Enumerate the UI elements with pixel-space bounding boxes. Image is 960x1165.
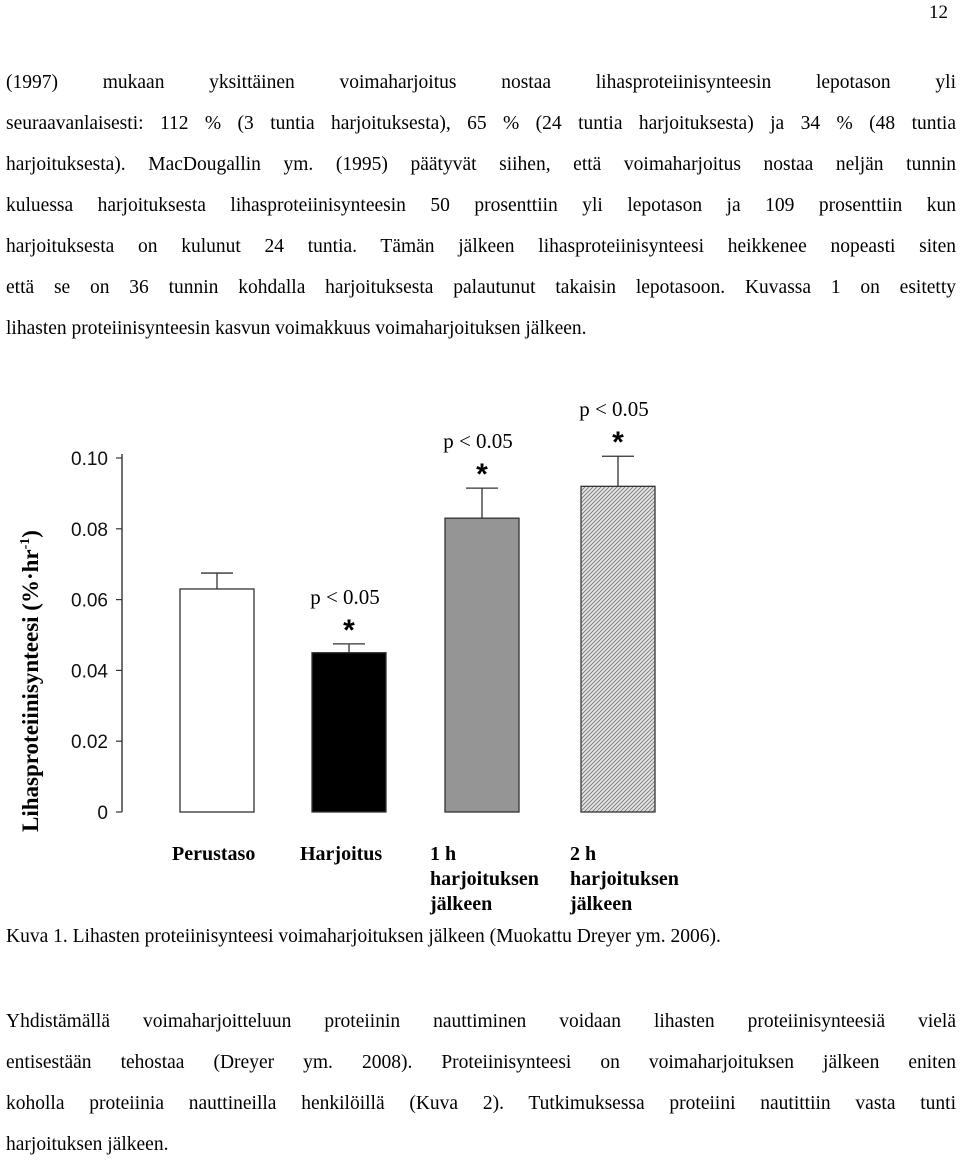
- paragraph-1: [6, 62, 956, 349]
- paragraph-2-line: harjoituksen jälkeen.: [6, 1134, 169, 1155]
- paragraph-1-line: harjoituksesta). MacDougallin ym. (1995) päätyvät siihen, että voimaharjoitus nostaa neljän tunnin: [6, 154, 956, 175]
- category-label: Perustaso: [172, 843, 256, 865]
- y-tick-label: 0.02: [71, 732, 108, 754]
- bar-3: [445, 518, 519, 812]
- y-tick-label: 0.06: [71, 590, 108, 612]
- y-axis-label-superscript: -1: [18, 537, 33, 550]
- paragraph-1-line: kuluessa harjoituksesta lihasproteiinisynteesin 50 prosenttiin yli lepotason ja 109 prosenttiin kun: [6, 195, 956, 216]
- paragraph-1-line: harjoituksesta on kulunut 24 tuntia. Tämän jälkeen lihasproteiinisynteesi heikkenee nopeasti siten: [6, 236, 956, 257]
- paragraph-2-line: koholla proteiinia nauttineilla henkilöillä (Kuva 2). Tutkimuksessa proteiini nautittiin vasta tunti: [6, 1093, 956, 1114]
- category-label: harjoituksen: [430, 868, 539, 890]
- paragraph-2: [6, 1001, 956, 1165]
- significance-label: p < 0.05: [579, 397, 649, 422]
- figure-1: [0, 392, 960, 922]
- bar-2: [312, 653, 386, 812]
- category-label: jälkeen: [430, 893, 493, 915]
- y-axis-label-end: ): [18, 530, 43, 538]
- figure-caption: Kuva 1. Lihasten proteiinisynteesi voimaharjoituksen jälkeen (Muokattu Dreyer ym. 2006).: [6, 926, 721, 947]
- significance-label: p < 0.05: [310, 584, 380, 609]
- y-tick-label: 0.04: [71, 661, 108, 683]
- y-tick-label: 0.10: [71, 449, 108, 470]
- category-label: 2 h: [570, 843, 597, 865]
- paragraph-1-line: (1997) mukaan yksittäinen voimaharjoitus nostaa lihasproteiinisynteesin lepotason yli: [6, 72, 956, 93]
- category-label: jälkeen: [570, 893, 633, 915]
- y-axis-label: [18, 530, 43, 832]
- significance-label: p < 0.05: [443, 429, 513, 454]
- paragraph-1-line: että se on 36 tunnin kohdalla harjoituksesta palautunut takaisin lepotasoon. Kuvassa 1 on esitetty: [6, 277, 956, 298]
- significance-star: *: [612, 426, 624, 460]
- page-number: 12: [929, 2, 948, 23]
- category-label: 1 h: [430, 843, 457, 865]
- paragraph-2-line: Yhdistämällä voimaharjoitteluun proteiinin nauttiminen voidaan lihasten proteiinisynteesiä vielä: [6, 1011, 956, 1032]
- significance-star: *: [476, 458, 488, 492]
- category-label: harjoituksen: [570, 868, 679, 890]
- bar-4: [581, 486, 655, 812]
- bar-chart: [0, 392, 960, 922]
- significance-star: *: [343, 613, 355, 647]
- bar-1: [180, 589, 254, 812]
- y-axis-label-main: Lihasproteiinisynteesi (%·hr: [18, 549, 43, 832]
- paragraph-1-line: lihasten proteiinisynteesin kasvun voimakkuus voimaharjoituksen jälkeen.: [6, 318, 587, 339]
- y-tick-label: 0: [97, 803, 108, 824]
- y-tick-label: 0.08: [71, 519, 108, 541]
- paragraph-1-line: seuraavanlaisesti: 112 % (3 tuntia harjoituksesta), 65 % (24 tuntia harjoituksesta) ja 34 % (48 tuntia: [6, 113, 956, 134]
- paragraph-2-line: entisestään tehostaa (Dreyer ym. 2008). Proteiinisynteesi on voimaharjoituksen jälkeen eniten: [6, 1052, 956, 1073]
- category-label: Harjoitus: [300, 843, 383, 865]
